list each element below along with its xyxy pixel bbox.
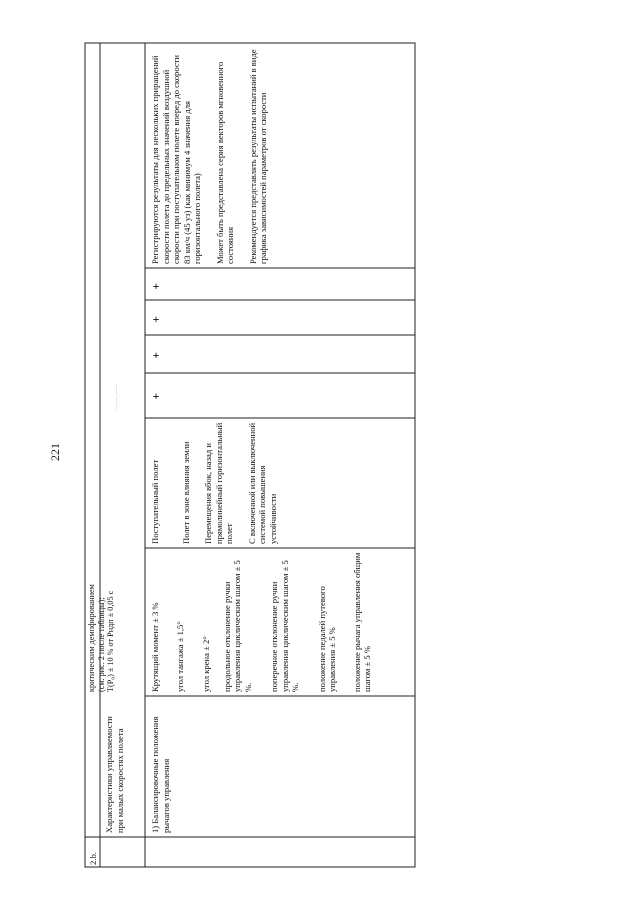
parameter-item: угол крена ± 2°: [201, 636, 211, 692]
level-mark: +: [152, 312, 160, 326]
level-mark: +: [152, 389, 160, 403]
parameter-item: поперечное отклонение ручки управления циклическим шагом ± 5 %.: [269, 560, 300, 692]
level-mark: +: [152, 348, 160, 362]
flight-conditions-list: [150, 419, 283, 544]
notes-list: [150, 49, 274, 264]
parameter-item: положение педалей путевого управления ± 5 %: [316, 586, 337, 692]
row-id: 2.b.: [88, 852, 98, 865]
note-item: Может быть представлена серия векторов мгновенного состояния: [214, 61, 235, 264]
page-number: 221: [48, 443, 62, 461]
note-item: Регистрируются результаты для нескольких приращений скорости полета до предельных значений воздушной скорости при поступательном полете вперед до скорости 83 км/ч (45 уз) (как минимум 4 значения для горизонтального полета): [150, 54, 202, 264]
subitem-title: 1) Балансировочные положения рычагов управления: [150, 716, 171, 833]
flight-condition-item: Полет в зоне влияния земли: [180, 441, 191, 544]
parameter-item: продольное отклонение ручки управления циклическим шагом ± 5 %.: [221, 560, 253, 692]
parameter-item: угол тангажа ± 1,5°: [174, 621, 185, 692]
faint-mark: — — ——: [114, 383, 120, 410]
flight-condition-item: С включенной или выключенной системой повышения устойчивости: [246, 422, 278, 544]
characteristic-title: Характеристики управляемости при малых скоростях полета: [104, 716, 125, 833]
flight-condition-item: Поступательный полет: [150, 459, 160, 544]
note-item: Рекомендуется представлять результаты испытаний в виде графика зависимостей параметров от скорости: [247, 49, 268, 264]
parameters-list: [150, 550, 378, 692]
parameter-item: Крутящий момент ± 3 %: [150, 602, 160, 692]
header-condition: критическим демпфированием (см. рис. 2 после таблицы); T(P₀) ± 10 % от Pндп ± 0,05 с: [87, 584, 115, 692]
parameter-item: положение рычага управления общим шагом ± 5 %: [351, 552, 372, 692]
flight-condition-item: Перемещения вбок, назад и прямолинейный горизонтальный полет: [203, 422, 234, 544]
level-mark: +: [152, 279, 160, 293]
